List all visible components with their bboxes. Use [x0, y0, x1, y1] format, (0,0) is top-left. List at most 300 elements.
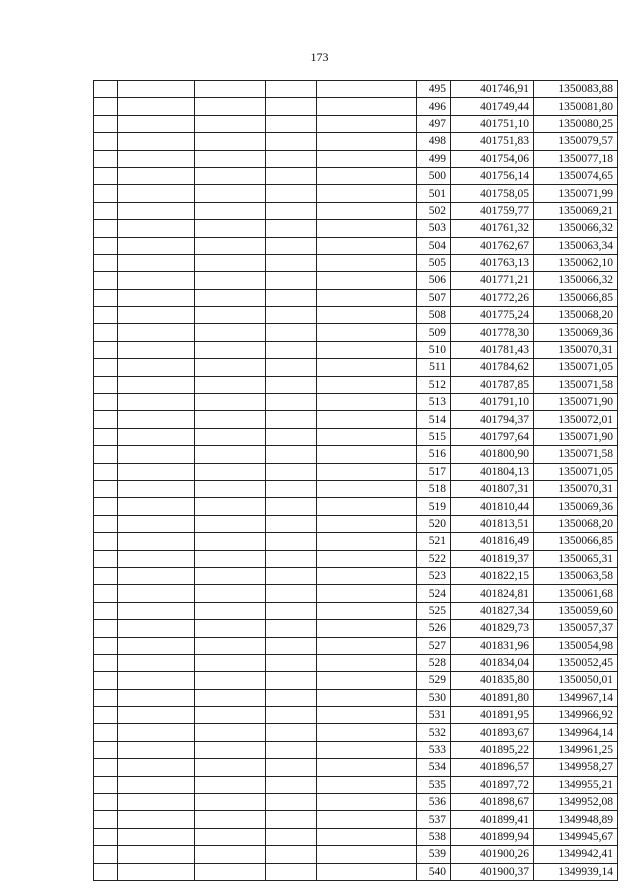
empty-cell — [266, 550, 317, 567]
table-row — [94, 202, 618, 219]
x-coordinate-cell: 401891,95 — [451, 707, 534, 724]
table-row — [94, 272, 618, 289]
empty-cell — [94, 220, 118, 237]
y-coordinate-cell: 1350059,60 — [534, 602, 618, 619]
table-row — [94, 811, 618, 828]
x-coordinate-cell: 401751,83 — [451, 133, 534, 150]
y-coordinate-cell: 1350080,25 — [534, 115, 618, 132]
empty-cell — [195, 759, 266, 776]
table-row — [94, 846, 618, 863]
empty-cell — [266, 741, 317, 758]
table-row — [94, 620, 618, 637]
empty-cell — [118, 133, 195, 150]
x-coordinate-cell: 401897,72 — [451, 776, 534, 793]
point-number-cell: 508 — [417, 307, 451, 324]
empty-cell — [94, 341, 118, 358]
empty-cell — [317, 585, 417, 602]
empty-cell — [317, 533, 417, 550]
x-coordinate-cell: 401819,37 — [451, 550, 534, 567]
empty-cell — [118, 811, 195, 828]
y-coordinate-cell: 1350081,80 — [534, 98, 618, 115]
empty-cell — [195, 272, 266, 289]
empty-cell — [195, 289, 266, 306]
table-row — [94, 359, 618, 376]
x-coordinate-cell: 401899,41 — [451, 811, 534, 828]
empty-cell — [317, 341, 417, 358]
empty-cell — [317, 498, 417, 515]
empty-cell — [317, 567, 417, 584]
table-row — [94, 689, 618, 706]
point-number-cell: 511 — [417, 359, 451, 376]
point-number-cell: 523 — [417, 567, 451, 584]
empty-cell — [94, 550, 118, 567]
x-coordinate-cell: 401816,49 — [451, 533, 534, 550]
empty-cell — [317, 654, 417, 671]
point-number-cell: 524 — [417, 585, 451, 602]
point-number-cell: 527 — [417, 637, 451, 654]
empty-cell — [317, 794, 417, 811]
table-row — [94, 567, 618, 584]
point-number-cell: 522 — [417, 550, 451, 567]
empty-cell — [266, 515, 317, 532]
empty-cell — [195, 567, 266, 584]
empty-cell — [195, 533, 266, 550]
table-row — [94, 341, 618, 358]
table-row — [94, 185, 618, 202]
coordinates-table-body — [94, 81, 618, 881]
empty-cell — [266, 411, 317, 428]
y-coordinate-cell: 1350069,36 — [534, 324, 618, 341]
table-row — [94, 289, 618, 306]
empty-cell — [266, 637, 317, 654]
x-coordinate-cell: 401762,67 — [451, 237, 534, 254]
empty-cell — [266, 150, 317, 167]
empty-cell — [94, 98, 118, 115]
point-number-cell: 516 — [417, 446, 451, 463]
table-row — [94, 480, 618, 497]
empty-cell — [317, 637, 417, 654]
y-coordinate-cell: 1350071,90 — [534, 428, 618, 445]
table-row — [94, 724, 618, 741]
empty-cell — [118, 794, 195, 811]
x-coordinate-cell: 401761,32 — [451, 220, 534, 237]
empty-cell — [266, 672, 317, 689]
empty-cell — [195, 341, 266, 358]
y-coordinate-cell: 1349967,14 — [534, 689, 618, 706]
empty-cell — [195, 863, 266, 880]
page-number: 173 — [310, 50, 329, 64]
table-row — [94, 428, 618, 445]
table-row — [94, 550, 618, 567]
y-coordinate-cell: 1350054,98 — [534, 637, 618, 654]
empty-cell — [317, 254, 417, 271]
table-row — [94, 133, 618, 150]
empty-cell — [118, 654, 195, 671]
empty-cell — [266, 220, 317, 237]
empty-cell — [266, 811, 317, 828]
empty-cell — [317, 115, 417, 132]
empty-cell — [118, 202, 195, 219]
empty-cell — [118, 324, 195, 341]
empty-cell — [266, 272, 317, 289]
table-row — [94, 637, 618, 654]
empty-cell — [118, 602, 195, 619]
point-number-cell: 512 — [417, 376, 451, 393]
empty-cell — [94, 185, 118, 202]
empty-cell — [317, 602, 417, 619]
empty-cell — [118, 428, 195, 445]
empty-cell — [266, 620, 317, 637]
table-row — [94, 115, 618, 132]
table-row — [94, 324, 618, 341]
table-row — [94, 654, 618, 671]
empty-cell — [317, 167, 417, 184]
empty-cell — [94, 446, 118, 463]
empty-cell — [317, 846, 417, 863]
point-number-cell: 503 — [417, 220, 451, 237]
x-coordinate-cell: 401772,26 — [451, 289, 534, 306]
empty-cell — [266, 480, 317, 497]
point-number-cell: 532 — [417, 724, 451, 741]
empty-cell — [94, 498, 118, 515]
empty-cell — [195, 620, 266, 637]
empty-cell — [266, 185, 317, 202]
empty-cell — [94, 307, 118, 324]
empty-cell — [118, 81, 195, 98]
empty-cell — [317, 776, 417, 793]
table-row — [94, 741, 618, 758]
empty-cell — [118, 289, 195, 306]
x-coordinate-cell: 401771,21 — [451, 272, 534, 289]
empty-cell — [317, 759, 417, 776]
empty-cell — [317, 324, 417, 341]
empty-cell — [195, 707, 266, 724]
empty-cell — [118, 394, 195, 411]
y-coordinate-cell: 1349945,67 — [534, 828, 618, 845]
x-coordinate-cell: 401759,77 — [451, 202, 534, 219]
x-coordinate-cell: 401749,44 — [451, 98, 534, 115]
table-row — [94, 150, 618, 167]
y-coordinate-cell: 1350071,99 — [534, 185, 618, 202]
table-row — [94, 376, 618, 393]
empty-cell — [317, 724, 417, 741]
table-row — [94, 585, 618, 602]
empty-cell — [266, 428, 317, 445]
point-number-cell: 538 — [417, 828, 451, 845]
empty-cell — [317, 480, 417, 497]
empty-cell — [118, 446, 195, 463]
y-coordinate-cell: 1350079,57 — [534, 133, 618, 150]
y-coordinate-cell: 1350074,65 — [534, 167, 618, 184]
empty-cell — [94, 167, 118, 184]
table-row — [94, 220, 618, 237]
x-coordinate-cell: 401895,22 — [451, 741, 534, 758]
empty-cell — [195, 846, 266, 863]
table-row — [94, 167, 618, 184]
point-number-cell: 528 — [417, 654, 451, 671]
empty-cell — [118, 237, 195, 254]
y-coordinate-cell: 1350072,01 — [534, 411, 618, 428]
empty-cell — [195, 550, 266, 567]
y-coordinate-cell: 1349958,27 — [534, 759, 618, 776]
empty-cell — [266, 237, 317, 254]
empty-cell — [317, 550, 417, 567]
y-coordinate-cell: 1350070,31 — [534, 341, 618, 358]
x-coordinate-cell: 401896,57 — [451, 759, 534, 776]
point-number-cell: 509 — [417, 324, 451, 341]
empty-cell — [94, 689, 118, 706]
y-coordinate-cell: 1350057,37 — [534, 620, 618, 637]
empty-cell — [94, 585, 118, 602]
empty-cell — [317, 98, 417, 115]
empty-cell — [118, 185, 195, 202]
empty-cell — [317, 202, 417, 219]
y-coordinate-cell: 1350070,31 — [534, 480, 618, 497]
empty-cell — [118, 550, 195, 567]
empty-cell — [195, 428, 266, 445]
empty-cell — [118, 707, 195, 724]
empty-cell — [266, 324, 317, 341]
empty-cell — [266, 133, 317, 150]
point-number-cell: 536 — [417, 794, 451, 811]
x-coordinate-cell: 401900,26 — [451, 846, 534, 863]
empty-cell — [94, 828, 118, 845]
empty-cell — [266, 98, 317, 115]
empty-cell — [266, 567, 317, 584]
empty-cell — [118, 480, 195, 497]
empty-cell — [195, 689, 266, 706]
point-number-cell: 530 — [417, 689, 451, 706]
empty-cell — [94, 133, 118, 150]
empty-cell — [195, 185, 266, 202]
empty-cell — [118, 167, 195, 184]
empty-cell — [195, 515, 266, 532]
x-coordinate-cell: 401756,14 — [451, 167, 534, 184]
empty-cell — [94, 515, 118, 532]
point-number-cell: 529 — [417, 672, 451, 689]
empty-cell — [195, 98, 266, 115]
empty-cell — [266, 707, 317, 724]
y-coordinate-cell: 1350071,58 — [534, 376, 618, 393]
empty-cell — [118, 498, 195, 515]
point-number-cell: 502 — [417, 202, 451, 219]
empty-cell — [94, 672, 118, 689]
empty-cell — [118, 376, 195, 393]
empty-cell — [266, 828, 317, 845]
empty-cell — [118, 724, 195, 741]
point-number-cell: 505 — [417, 254, 451, 271]
point-number-cell: 539 — [417, 846, 451, 863]
empty-cell — [195, 794, 266, 811]
empty-cell — [94, 811, 118, 828]
empty-cell — [317, 707, 417, 724]
empty-cell — [266, 202, 317, 219]
empty-cell — [118, 515, 195, 532]
point-number-cell: 507 — [417, 289, 451, 306]
empty-cell — [94, 724, 118, 741]
x-coordinate-cell: 401746,91 — [451, 81, 534, 98]
empty-cell — [195, 81, 266, 98]
empty-cell — [195, 724, 266, 741]
point-number-cell: 514 — [417, 411, 451, 428]
empty-cell — [195, 220, 266, 237]
empty-cell — [195, 828, 266, 845]
empty-cell — [195, 115, 266, 132]
x-coordinate-cell: 401899,94 — [451, 828, 534, 845]
y-coordinate-cell: 1350063,34 — [534, 237, 618, 254]
empty-cell — [317, 133, 417, 150]
empty-cell — [317, 463, 417, 480]
empty-cell — [118, 672, 195, 689]
empty-cell — [94, 411, 118, 428]
point-number-cell: 517 — [417, 463, 451, 480]
y-coordinate-cell: 1350071,58 — [534, 446, 618, 463]
empty-cell — [94, 150, 118, 167]
empty-cell — [266, 689, 317, 706]
x-coordinate-cell: 401831,96 — [451, 637, 534, 654]
x-coordinate-cell: 401898,67 — [451, 794, 534, 811]
y-coordinate-cell: 1350052,45 — [534, 654, 618, 671]
empty-cell — [118, 272, 195, 289]
empty-cell — [94, 463, 118, 480]
empty-cell — [118, 98, 195, 115]
empty-cell — [118, 637, 195, 654]
empty-cell — [94, 428, 118, 445]
empty-cell — [195, 776, 266, 793]
x-coordinate-cell: 401893,67 — [451, 724, 534, 741]
empty-cell — [118, 689, 195, 706]
x-coordinate-cell: 401813,51 — [451, 515, 534, 532]
empty-cell — [266, 654, 317, 671]
point-number-cell: 497 — [417, 115, 451, 132]
point-number-cell: 506 — [417, 272, 451, 289]
empty-cell — [94, 776, 118, 793]
empty-cell — [317, 289, 417, 306]
empty-cell — [195, 133, 266, 150]
point-number-cell: 515 — [417, 428, 451, 445]
empty-cell — [266, 863, 317, 880]
point-number-cell: 504 — [417, 237, 451, 254]
x-coordinate-cell: 401775,24 — [451, 307, 534, 324]
x-coordinate-cell: 401758,05 — [451, 185, 534, 202]
empty-cell — [195, 394, 266, 411]
empty-cell — [94, 480, 118, 497]
empty-cell — [118, 741, 195, 758]
empty-cell — [317, 863, 417, 880]
empty-cell — [195, 324, 266, 341]
table-row — [94, 759, 618, 776]
empty-cell — [317, 428, 417, 445]
y-coordinate-cell: 1350066,32 — [534, 272, 618, 289]
y-coordinate-cell: 1350068,20 — [534, 307, 618, 324]
empty-cell — [195, 237, 266, 254]
x-coordinate-cell: 401794,37 — [451, 411, 534, 428]
empty-cell — [317, 515, 417, 532]
table-row — [94, 515, 618, 532]
y-coordinate-cell: 1350050,01 — [534, 672, 618, 689]
empty-cell — [94, 794, 118, 811]
empty-cell — [195, 585, 266, 602]
empty-cell — [118, 359, 195, 376]
x-coordinate-cell: 401822,15 — [451, 567, 534, 584]
empty-cell — [195, 463, 266, 480]
x-coordinate-cell: 401834,04 — [451, 654, 534, 671]
y-coordinate-cell: 1350061,68 — [534, 585, 618, 602]
empty-cell — [94, 741, 118, 758]
empty-cell — [195, 254, 266, 271]
empty-cell — [317, 81, 417, 98]
x-coordinate-cell: 401751,10 — [451, 115, 534, 132]
y-coordinate-cell: 1350062,10 — [534, 254, 618, 271]
point-number-cell: 535 — [417, 776, 451, 793]
point-number-cell: 518 — [417, 480, 451, 497]
x-coordinate-cell: 401778,30 — [451, 324, 534, 341]
y-coordinate-cell: 1350063,58 — [534, 567, 618, 584]
table-row — [94, 81, 618, 98]
empty-cell — [94, 115, 118, 132]
empty-cell — [94, 654, 118, 671]
empty-cell — [266, 115, 317, 132]
empty-cell — [317, 741, 417, 758]
empty-cell — [266, 724, 317, 741]
x-coordinate-cell: 401804,13 — [451, 463, 534, 480]
point-number-cell: 526 — [417, 620, 451, 637]
point-number-cell: 500 — [417, 167, 451, 184]
coordinates-table — [93, 80, 618, 881]
x-coordinate-cell: 401829,73 — [451, 620, 534, 637]
point-number-cell: 525 — [417, 602, 451, 619]
empty-cell — [118, 828, 195, 845]
empty-cell — [266, 533, 317, 550]
empty-cell — [317, 828, 417, 845]
table-row — [94, 602, 618, 619]
empty-cell — [195, 150, 266, 167]
point-number-cell: 540 — [417, 863, 451, 880]
empty-cell — [266, 254, 317, 271]
table-row — [94, 863, 618, 880]
y-coordinate-cell: 1349948,89 — [534, 811, 618, 828]
y-coordinate-cell: 1350071,90 — [534, 394, 618, 411]
empty-cell — [118, 567, 195, 584]
empty-cell — [195, 376, 266, 393]
empty-cell — [317, 411, 417, 428]
y-coordinate-cell: 1350068,20 — [534, 515, 618, 532]
y-coordinate-cell: 1350083,88 — [534, 81, 618, 98]
x-coordinate-cell: 401827,34 — [451, 602, 534, 619]
empty-cell — [94, 567, 118, 584]
empty-cell — [118, 759, 195, 776]
empty-cell — [118, 846, 195, 863]
empty-cell — [195, 359, 266, 376]
table-row — [94, 98, 618, 115]
y-coordinate-cell: 1349961,25 — [534, 741, 618, 758]
empty-cell — [94, 759, 118, 776]
table-row — [94, 533, 618, 550]
empty-cell — [94, 202, 118, 219]
x-coordinate-cell: 401791,10 — [451, 394, 534, 411]
empty-cell — [118, 585, 195, 602]
empty-cell — [266, 585, 317, 602]
empty-cell — [195, 202, 266, 219]
x-coordinate-cell: 401891,80 — [451, 689, 534, 706]
point-number-cell: 501 — [417, 185, 451, 202]
empty-cell — [94, 620, 118, 637]
empty-cell — [195, 741, 266, 758]
point-number-cell: 498 — [417, 133, 451, 150]
y-coordinate-cell: 1350071,05 — [534, 463, 618, 480]
empty-cell — [94, 602, 118, 619]
empty-cell — [94, 846, 118, 863]
